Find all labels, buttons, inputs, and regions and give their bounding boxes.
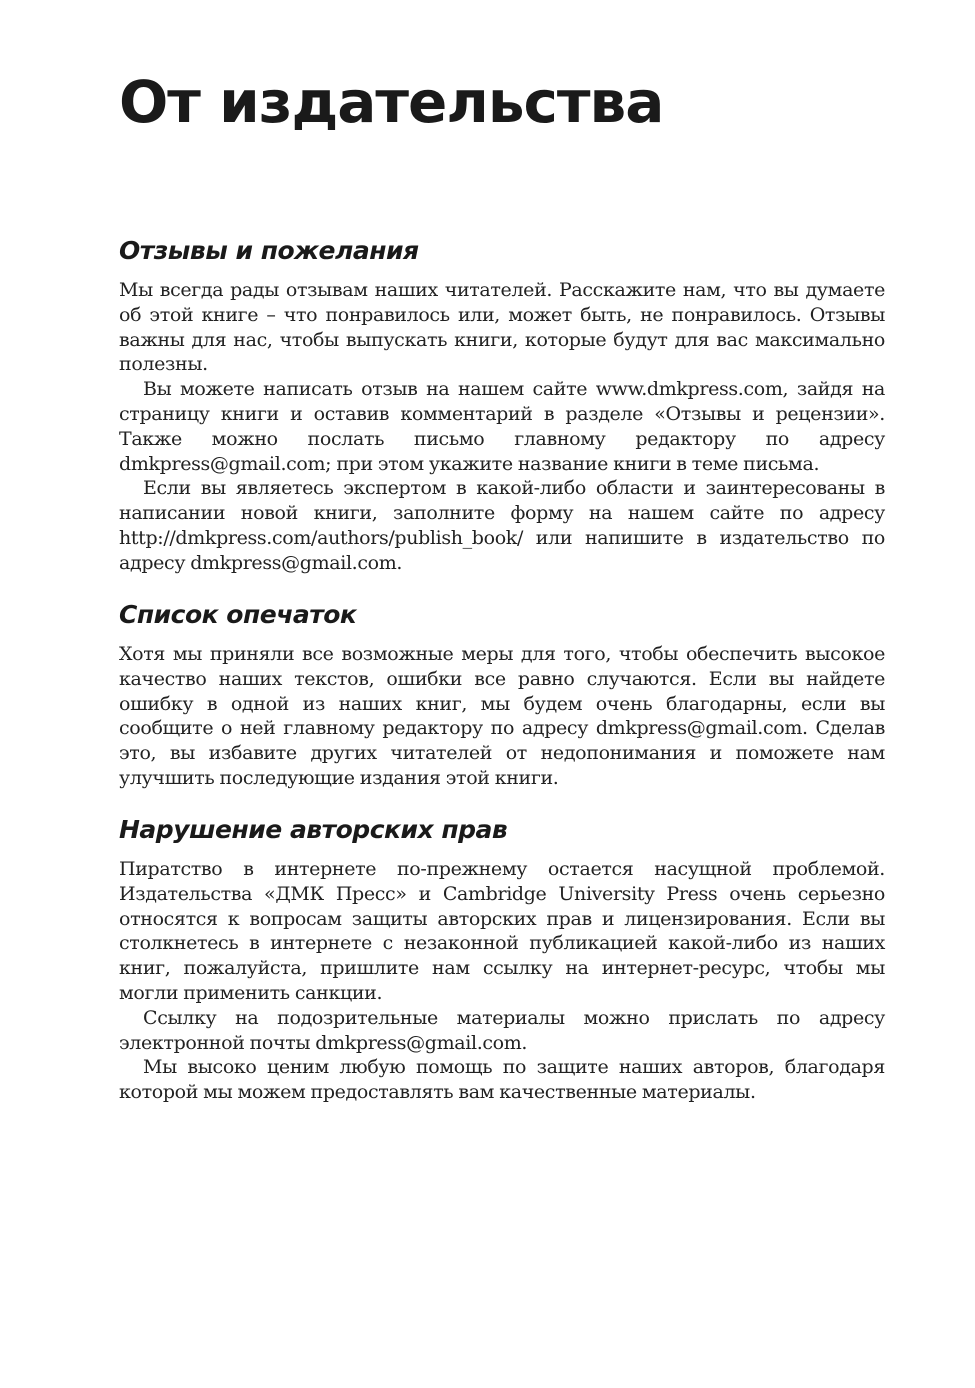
chapter-title: От издательства [119, 68, 664, 136]
paragraph: Пиратство в интернете по-прежнему остается насущной проблемой. Издательства «ДМК Пресс» и Cambridge University Press очень серьезно относятся к вопросам защиты авторских прав и лицензирования. Если вы столкнетесь в интернете с незаконной публикацией какой-либо из наших книг, пожалуйста, пришлите нам ссылку на интернет-ресурс, чтобы мы могли применить санкции. [119, 858, 885, 1004]
page [119, 60, 885, 1104]
paragraph: Хотя мы приняли все возможные меры для того, чтобы обеспечить высокое качество наших текстов, ошибки все равно случаются. Если вы найдете ошибку в одной из наших книг, мы будем очень благодарны, если вы сообщите о ней главному редактору по адресу dmkpress@gmail.com. Сделав это, вы избавите других читателей от недопонимания и поможете нам улучшить последующие издания этой книги. [119, 643, 885, 789]
section-errata [119, 599, 885, 791]
section-title: Список опечаток [119, 600, 357, 629]
paragraph: Ссылку на подозрительные материалы можно прислать по адресу электронной почты dmkpress@gmail.com. [119, 1006, 885, 1054]
paragraph: Мы всегда рады отзывам наших читателей. Расскажите нам, что вы думаете об этой книге – что понравилось или, может быть, не понравилось. Отзывы важны для нас, чтобы выпускать книги, которые будут для вас максимально полезны. [119, 279, 885, 376]
section-title: Отзывы и пожелания [119, 236, 419, 265]
section-feedback [119, 235, 885, 576]
section-title: Нарушение авторских прав [119, 815, 508, 844]
paragraph: Мы высоко ценим любую помощь по защите наших авторов, благодаря которой мы можем предоставлять вам качественные материалы. [119, 1056, 885, 1104]
paragraph: Если вы являетесь экспертом в какой-либо области и заинтересованы в написании новой книги, заполните форму на нашем сайте по адресу http://dmkpress.com/authors/publish_book/ или напишите в издательство по адресу dmkpress@gmail.com. [119, 477, 885, 574]
paragraph: Вы можете написать отзыв на нашем сайте www.dmkpress.com, зайдя на страницу книги и оставив комментарий в разделе «Отзывы и рецензии». Также можно послать письмо главному редактору по адресу dmkpress@gmail.com; при этом укажите название книги в теме письма. [119, 378, 885, 475]
section-piracy [119, 814, 885, 1105]
